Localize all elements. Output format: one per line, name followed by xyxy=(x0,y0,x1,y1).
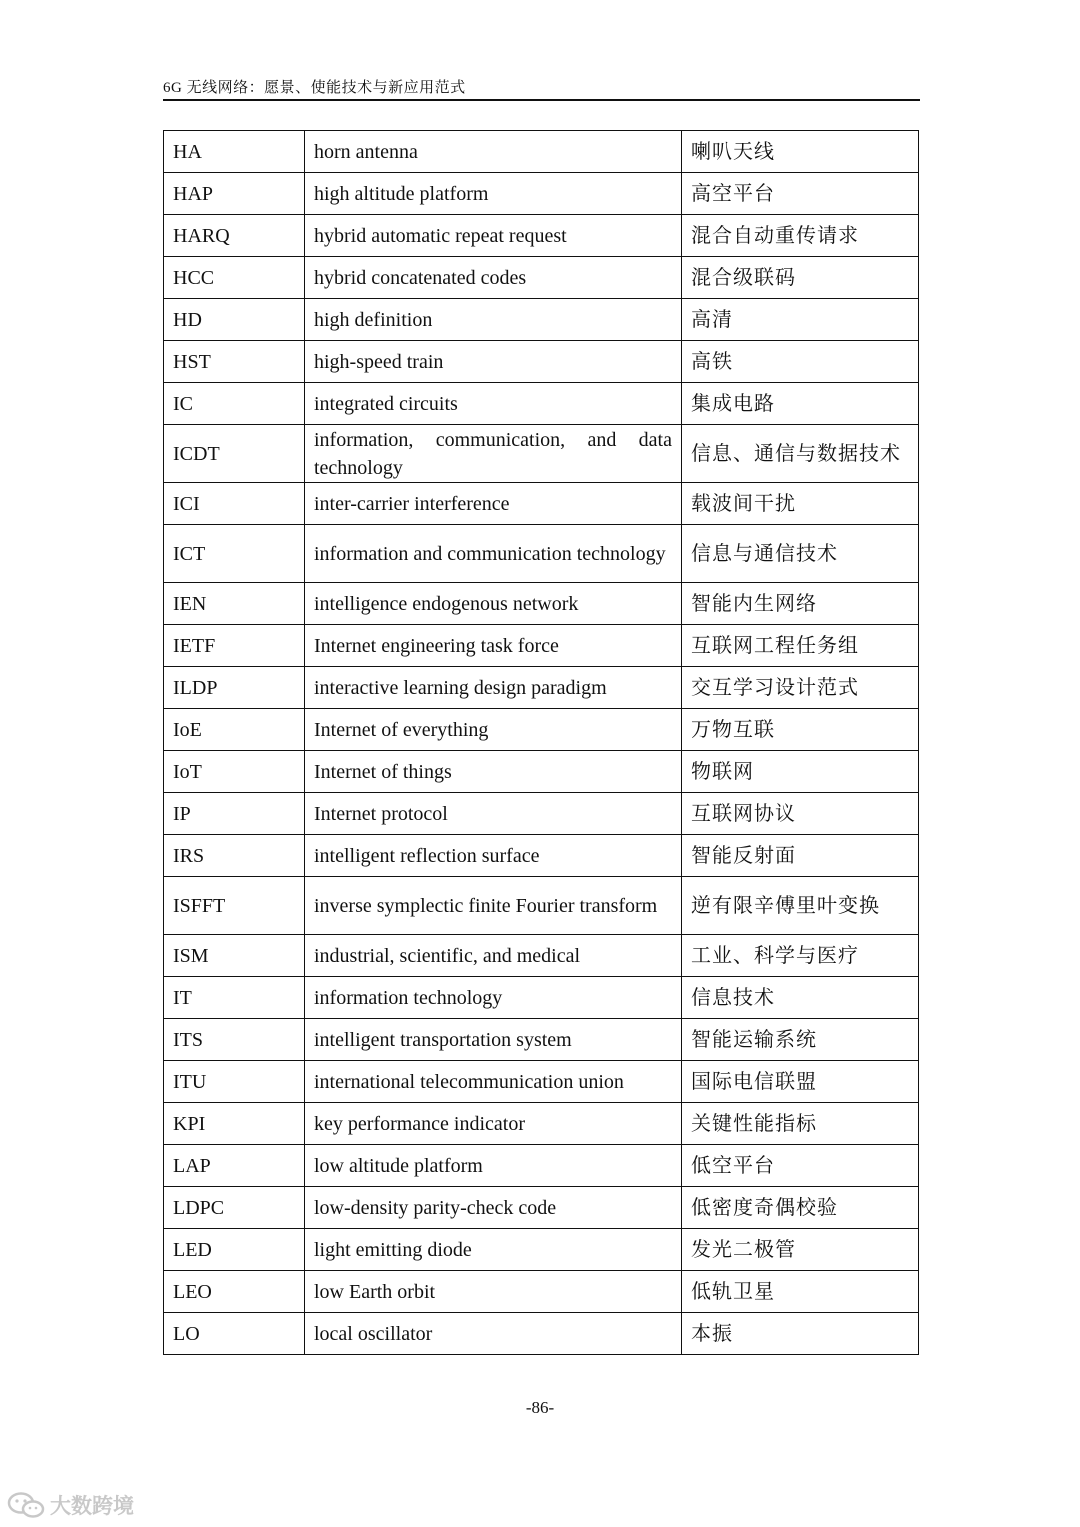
chinese-term-cell: 高铁 xyxy=(682,341,919,383)
table-row xyxy=(164,299,919,341)
chinese-term-cell: 交互学习设计范式 xyxy=(682,667,919,709)
abbr-cell: LO xyxy=(164,1313,305,1355)
full-term-cell: hybrid concatenated codes xyxy=(305,257,682,299)
chinese-term-cell: 逆有限辛傅里叶变换 xyxy=(682,877,919,935)
full-term-cell: low Earth orbit xyxy=(305,1271,682,1313)
running-header: 6G 无线网络：愿景、使能技术与新应用范式 xyxy=(163,80,466,96)
full-term-cell: local oscillator xyxy=(305,1313,682,1355)
abbr-cell: LDPC xyxy=(164,1187,305,1229)
full-term-cell: intelligent transportation system xyxy=(305,1019,682,1061)
chinese-term-cell: 互联网工程任务组 xyxy=(682,625,919,667)
chinese-term-cell: 智能反射面 xyxy=(682,835,919,877)
chinese-term-cell: 信息与通信技术 xyxy=(682,525,919,583)
full-term-cell: light emitting diode xyxy=(305,1229,682,1271)
table-row xyxy=(164,483,919,525)
table-row xyxy=(164,341,919,383)
abbr-cell: LEO xyxy=(164,1271,305,1313)
table-row xyxy=(164,793,919,835)
abbr-cell: IoE xyxy=(164,709,305,751)
full-term-cell: inverse symplectic finite Fourier transform xyxy=(305,877,682,935)
abbr-cell: IEN xyxy=(164,583,305,625)
full-term-cell: intelligence endogenous network xyxy=(305,583,682,625)
abbr-cell: LED xyxy=(164,1229,305,1271)
full-term-cell: international telecommunication union xyxy=(305,1061,682,1103)
table-row xyxy=(164,1145,919,1187)
chinese-term-cell: 低空平台 xyxy=(682,1145,919,1187)
chinese-term-cell: 高空平台 xyxy=(682,173,919,215)
chinese-term-cell: 关键性能指标 xyxy=(682,1103,919,1145)
table-row xyxy=(164,257,919,299)
full-term-cell: integrated circuits xyxy=(305,383,682,425)
watermark xyxy=(6,1490,134,1520)
abbr-cell: HARQ xyxy=(164,215,305,257)
abbr-cell: IP xyxy=(164,793,305,835)
table-row xyxy=(164,383,919,425)
abbr-cell: IoT xyxy=(164,751,305,793)
wechat-logo-icon xyxy=(6,1491,46,1519)
chinese-term-cell: 信息技术 xyxy=(682,977,919,1019)
full-term-cell: horn antenna xyxy=(305,131,682,173)
full-term-cell: interactive learning design paradigm xyxy=(305,667,682,709)
table-row xyxy=(164,1061,919,1103)
chinese-term-cell: 物联网 xyxy=(682,751,919,793)
table-row xyxy=(164,1019,919,1061)
table-row xyxy=(164,1271,919,1313)
full-term-cell: Internet engineering task force xyxy=(305,625,682,667)
table-row xyxy=(164,215,919,257)
chinese-term-cell: 信息、通信与数据技术 xyxy=(682,425,919,483)
chinese-term-cell: 载波间干扰 xyxy=(682,483,919,525)
table-row xyxy=(164,625,919,667)
abbr-cell: ISFFT xyxy=(164,877,305,935)
abbr-cell: IETF xyxy=(164,625,305,667)
table-row xyxy=(164,1313,919,1355)
full-term-cell: information technology xyxy=(305,977,682,1019)
table-row xyxy=(164,667,919,709)
chinese-term-cell: 混合级联码 xyxy=(682,257,919,299)
full-term-cell: high-speed train xyxy=(305,341,682,383)
chinese-term-cell: 发光二极管 xyxy=(682,1229,919,1271)
chinese-term-cell: 智能运输系统 xyxy=(682,1019,919,1061)
table-row xyxy=(164,877,919,935)
table-row xyxy=(164,935,919,977)
full-term-cell: Internet protocol xyxy=(305,793,682,835)
abbr-cell: ICI xyxy=(164,483,305,525)
abbr-cell: ICDT xyxy=(164,425,305,483)
table-row xyxy=(164,525,919,583)
full-term-cell: industrial, scientific, and medical xyxy=(305,935,682,977)
abbr-cell: LAP xyxy=(164,1145,305,1187)
full-term-cell: high definition xyxy=(305,299,682,341)
chinese-term-cell: 国际电信联盟 xyxy=(682,1061,919,1103)
chinese-term-cell: 互联网协议 xyxy=(682,793,919,835)
table-row xyxy=(164,835,919,877)
abbr-cell: HST xyxy=(164,341,305,383)
abbr-cell: ITU xyxy=(164,1061,305,1103)
table-row xyxy=(164,131,919,173)
abbr-cell: ILDP xyxy=(164,667,305,709)
chinese-term-cell: 集成电路 xyxy=(682,383,919,425)
table-body xyxy=(164,131,919,1355)
page-number: -86- xyxy=(525,1398,555,1417)
full-term-cell: high altitude platform xyxy=(305,173,682,215)
abbr-cell: ISM xyxy=(164,935,305,977)
full-term-cell: Internet of things xyxy=(305,751,682,793)
table-row xyxy=(164,977,919,1019)
chinese-term-cell: 智能内生网络 xyxy=(682,583,919,625)
chinese-term-cell: 工业、科学与医疗 xyxy=(682,935,919,977)
full-term-cell: information, communication, and data technology xyxy=(305,425,682,483)
abbr-cell: HD xyxy=(164,299,305,341)
abbr-cell: KPI xyxy=(164,1103,305,1145)
full-term-cell: information and communication technology xyxy=(305,525,682,583)
chinese-term-cell: 低轨卫星 xyxy=(682,1271,919,1313)
full-term-cell: low-density parity-check code xyxy=(305,1187,682,1229)
full-term-cell: low altitude platform xyxy=(305,1145,682,1187)
abbr-cell: HA xyxy=(164,131,305,173)
abbr-cell: ITS xyxy=(164,1019,305,1061)
chinese-term-cell: 本振 xyxy=(682,1313,919,1355)
table-row xyxy=(164,751,919,793)
full-term-cell: Internet of everything xyxy=(305,709,682,751)
full-term-cell: inter-carrier interference xyxy=(305,483,682,525)
full-term-cell: key performance indicator xyxy=(305,1103,682,1145)
abbr-cell: IC xyxy=(164,383,305,425)
abbr-cell: HCC xyxy=(164,257,305,299)
table-row xyxy=(164,709,919,751)
table-row xyxy=(164,1187,919,1229)
header-rule xyxy=(163,99,920,101)
abbr-cell: IT xyxy=(164,977,305,1019)
full-term-cell: intelligent reflection surface xyxy=(305,835,682,877)
chinese-term-cell: 喇叭天线 xyxy=(682,131,919,173)
full-term-cell: hybrid automatic repeat request xyxy=(305,215,682,257)
table-row xyxy=(164,583,919,625)
table-row xyxy=(164,425,919,483)
abbr-cell: HAP xyxy=(164,173,305,215)
chinese-term-cell: 低密度奇偶校验 xyxy=(682,1187,919,1229)
table-row xyxy=(164,173,919,215)
chinese-term-cell: 混合自动重传请求 xyxy=(682,215,919,257)
chinese-term-cell: 高清 xyxy=(682,299,919,341)
abbr-cell: ICT xyxy=(164,525,305,583)
abbr-cell: IRS xyxy=(164,835,305,877)
chinese-term-cell: 万物互联 xyxy=(682,709,919,751)
table-row xyxy=(164,1229,919,1271)
table-row xyxy=(164,1103,919,1145)
watermark-text: 大数跨境 xyxy=(50,1494,134,1518)
abbreviation-table xyxy=(163,130,919,1355)
